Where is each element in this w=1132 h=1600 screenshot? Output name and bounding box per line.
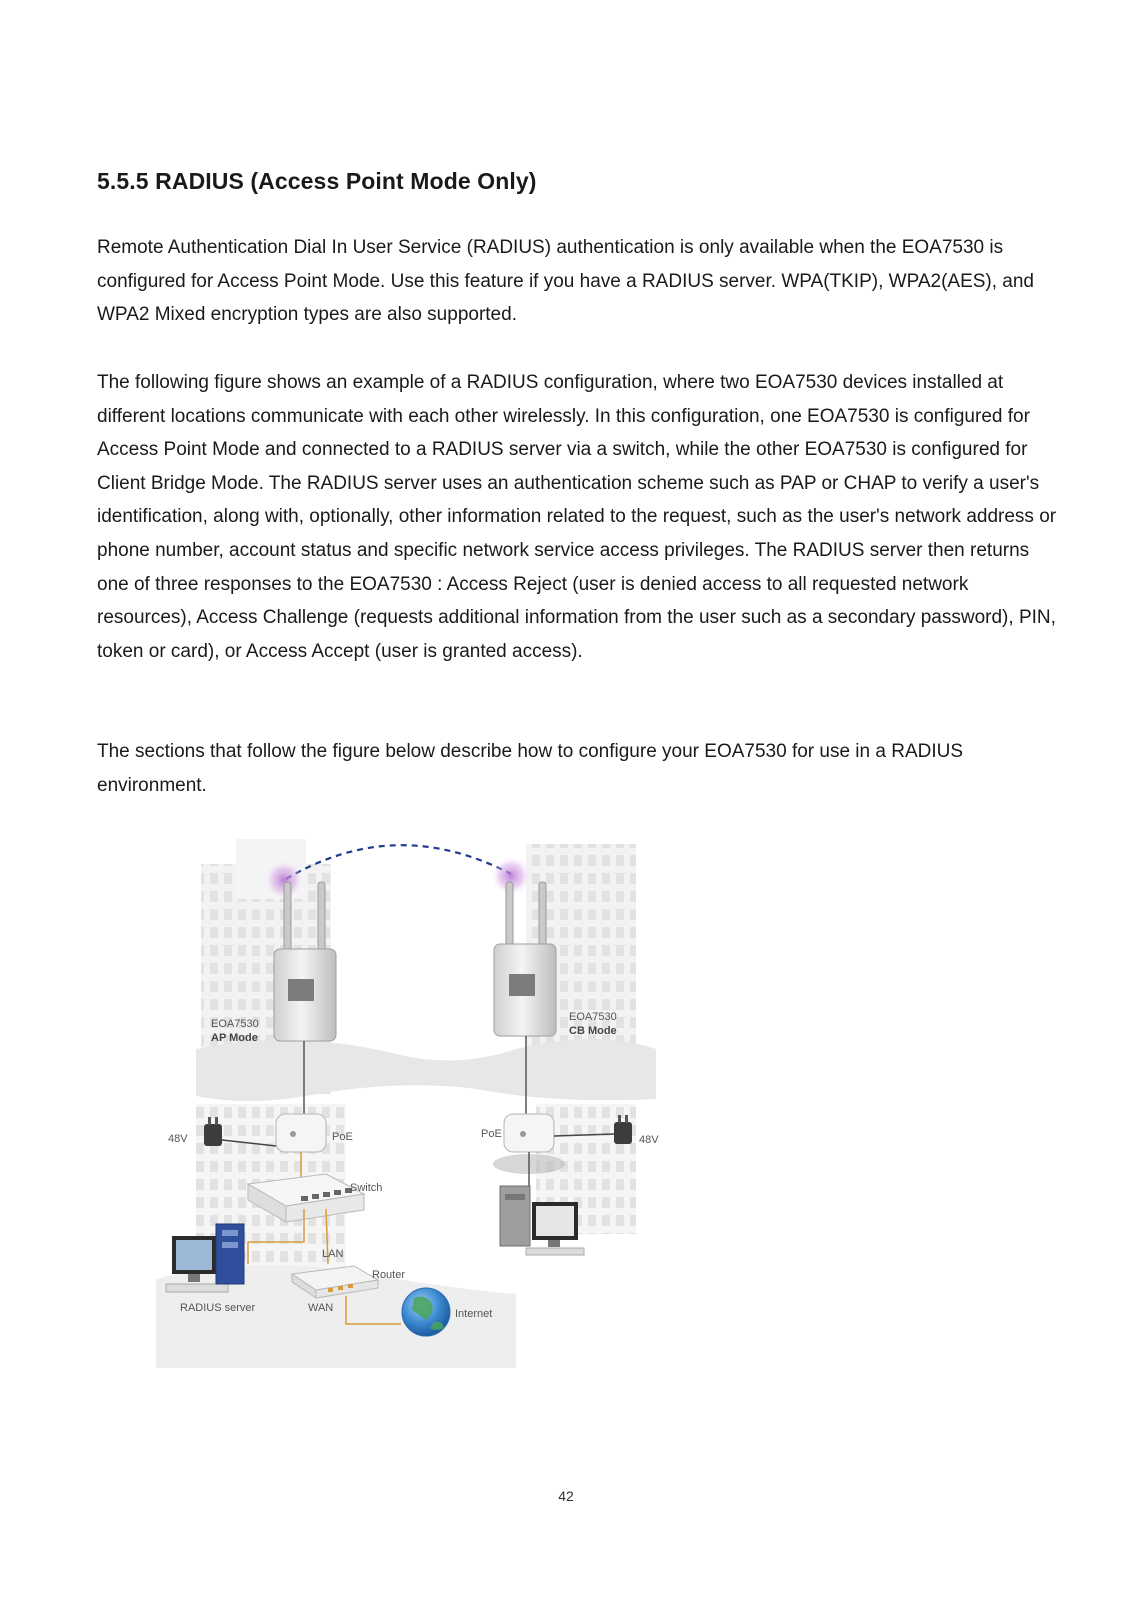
left-poe-injector-icon [276, 1114, 326, 1152]
ap-mode-label: AP Mode [211, 1032, 258, 1044]
section-heading: 5.5.5 RADIUS (Access Point Mode Only) [97, 168, 537, 194]
left-poe-label: PoE [332, 1131, 353, 1143]
page-number: 42 [558, 1488, 574, 1504]
left-voltage-label: 48V [168, 1133, 188, 1145]
radius-network-diagram [96, 834, 668, 1368]
right-poe-label: PoE [481, 1128, 502, 1140]
wan-label: WAN [308, 1302, 334, 1314]
router-label: Router [372, 1269, 406, 1281]
intro-paragraph: Remote Authentication Dial In User Service (RADIUS) authentication is only available when the EOA7530 is configured for Access Point Mode. Use this feature if you have a RADIUS server. WPA(TKIP), WPA2(AES), and WPA2 Mixed encryption types are also supported. [97, 237, 1035, 326]
cb-mode-label: CB Mode [569, 1025, 617, 1037]
internet-globe-icon [402, 1288, 450, 1336]
switch-label: Switch [350, 1182, 383, 1194]
radius-server-label: RADIUS server [180, 1302, 256, 1314]
ap-device-label: EOA7530 [211, 1018, 259, 1030]
right-voltage-label: 48V [639, 1134, 659, 1146]
radius-explanation-paragraph: The following figure shows an example of a RADIUS configuration, where two EOA7530 devices installed at different locations communicate with each other wirelessly. In this configuration, one EOA7530 is configured for Access Point Mode and connected to a RADIUS server via a switch, while the other EOA7530 is configured for Client Bridge Mode. The RADIUS server uses an authentication scheme such as PAP or CHAP to verify a user's identification, along with, optionally, other information related to the request, such as the user's network address or phone number, account status and specific network service access privileges. The RADIUS server then returns one of three responses to the EOA7530 : Access Reject (user is denied access to all requested network resources), Access Challenge (requests additional information from the user such as a secondary password), PIN, token or card), or Access Accept (user is granted access). [97, 372, 1057, 662]
sections-follow-paragraph: The sections that follow the figure below describe how to configure your EOA7530 for use in a RADIUS environment. [97, 741, 964, 796]
lan-label: LAN [322, 1248, 344, 1260]
internet-label: Internet [455, 1308, 493, 1320]
cb-device-label: EOA7530 [569, 1011, 617, 1023]
